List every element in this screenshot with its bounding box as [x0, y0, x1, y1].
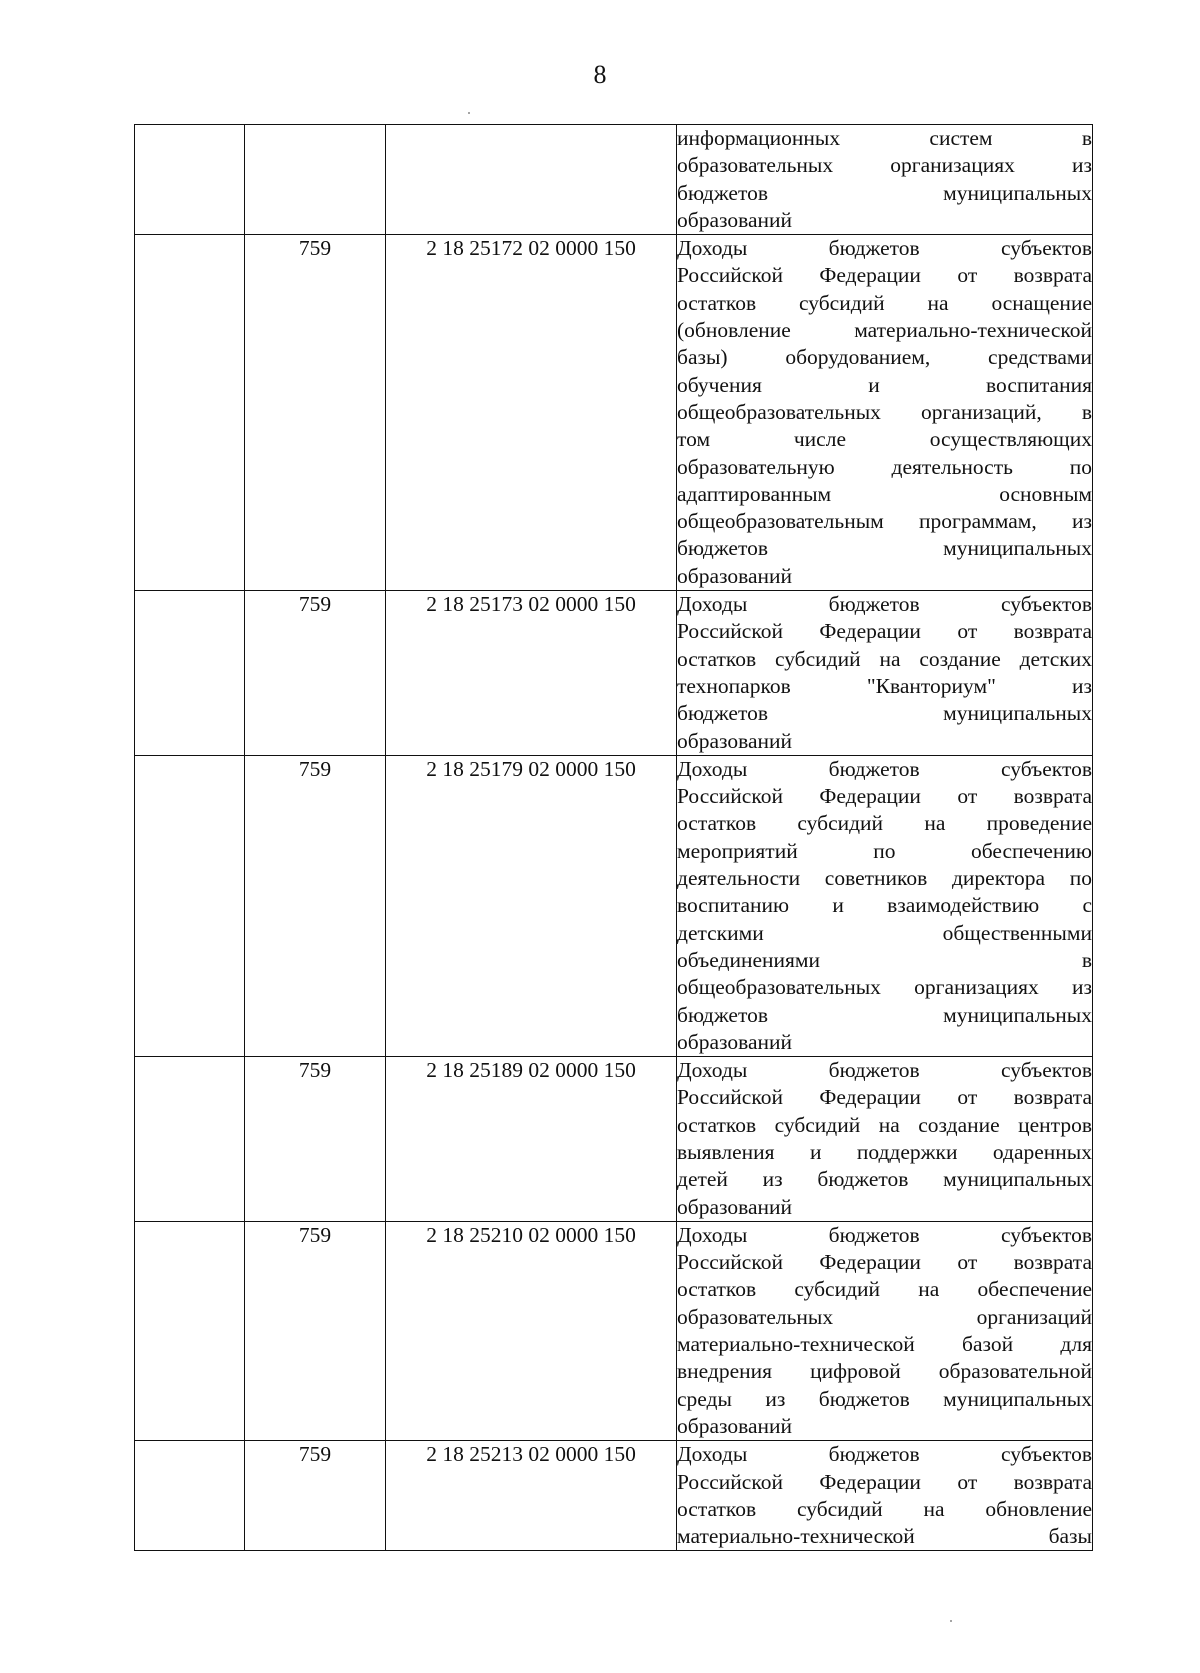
description-line: материально-технической базы	[677, 1524, 1092, 1549]
description-cell	[677, 755, 1093, 1056]
budget-code-cell: 2 18 25189 02 0000 150	[386, 1057, 677, 1222]
scan-speck	[468, 112, 470, 114]
description-line: бюджетов муниципальных	[677, 180, 1092, 205]
description-line: Доходы бюджетов субъектов	[677, 1222, 1092, 1247]
description-line: выявления и поддержки одаренных	[677, 1139, 1092, 1164]
description-line: образовательную деятельность по	[677, 454, 1092, 479]
description-line: Российской Федерации от возврата	[677, 1085, 1092, 1110]
description-line: (обновление материально-технической	[677, 318, 1092, 343]
table-row	[135, 755, 1093, 1056]
description-line: информационных систем в	[677, 126, 1092, 150]
budget-code-cell: 2 18 25179 02 0000 150	[386, 755, 677, 1056]
admin-code-cell: 759	[245, 755, 386, 1056]
description-line: Российской Федерации от возврата	[677, 1469, 1092, 1494]
description-line: остатков субсидий на проведение	[677, 811, 1092, 836]
description-cell	[677, 1441, 1093, 1551]
description-line: образовательных организаций	[677, 1304, 1092, 1329]
description-line: детей из бюджетов муниципальных	[677, 1167, 1092, 1192]
description-cell	[677, 125, 1093, 235]
empty-cell	[135, 125, 245, 235]
description-line: бюджетов муниципальных	[677, 701, 1092, 726]
description-line-last: образований	[677, 1029, 793, 1054]
admin-code-cell	[245, 125, 386, 235]
description-line: Доходы бюджетов субъектов	[677, 236, 1092, 261]
description-line: объединениями в	[677, 947, 1092, 972]
empty-cell	[135, 1057, 245, 1222]
description-cell	[677, 591, 1093, 756]
description-cell	[677, 1221, 1093, 1440]
description-cell	[677, 235, 1093, 591]
description-line: внедрения цифровой образовательной	[677, 1359, 1092, 1384]
description-line: Доходы бюджетов субъектов	[677, 592, 1092, 617]
page-number: 8	[593, 60, 607, 89]
table-row	[135, 591, 1093, 756]
description-line: образовательных организациях из	[677, 153, 1092, 178]
admin-code-cell: 759	[245, 1221, 386, 1440]
description-line: бюджетов муниципальных	[677, 1002, 1092, 1027]
description-line: материально-технической базой для	[677, 1332, 1092, 1357]
budget-code-cell: 2 18 25172 02 0000 150	[386, 235, 677, 591]
table-row	[135, 125, 1093, 235]
description-line: Доходы бюджетов субъектов	[677, 756, 1092, 781]
scan-speck	[950, 1620, 952, 1622]
empty-cell	[135, 591, 245, 756]
description-line: технопарков "Кванториум" из	[677, 673, 1092, 698]
description-line: мероприятий по обеспечению	[677, 838, 1092, 863]
admin-code-cell: 759	[245, 1441, 386, 1551]
description-line-last: образований	[677, 1194, 793, 1219]
empty-cell	[135, 1221, 245, 1440]
description-line: обучения и воспитания	[677, 372, 1092, 397]
description-line: среды из бюджетов муниципальных	[677, 1386, 1092, 1411]
description-line-last: образований	[677, 207, 793, 232]
description-line: Российской Федерации от возврата	[677, 263, 1092, 288]
description-line: остатков субсидий на создание детских	[677, 646, 1092, 671]
description-line: базы) оборудованием, средствами	[677, 345, 1092, 370]
description-line: остатков субсидий на создание центров	[677, 1112, 1092, 1137]
description-line: Российской Федерации от возврата	[677, 619, 1092, 644]
description-line: воспитанию и взаимодействию с	[677, 893, 1092, 918]
empty-cell	[135, 1441, 245, 1551]
description-line: Доходы бюджетов субъектов	[677, 1442, 1092, 1467]
description-line-last: образований	[677, 1413, 793, 1438]
budget-code-cell: 2 18 25173 02 0000 150	[386, 591, 677, 756]
description-cell	[677, 1057, 1093, 1222]
description-line: общеобразовательных организациях из	[677, 975, 1092, 1000]
description-line: бюджетов муниципальных	[677, 536, 1092, 561]
empty-cell	[135, 235, 245, 591]
description-line: остатков субсидий на оснащение	[677, 290, 1092, 315]
description-line: том числе осуществляющих	[677, 427, 1092, 452]
description-line: общеобразовательных организаций, в	[677, 399, 1092, 424]
empty-cell	[135, 755, 245, 1056]
description-line: Российской Федерации от возврата	[677, 784, 1092, 809]
description-line: детскими общественными	[677, 920, 1092, 945]
description-line: остатков субсидий на обеспечение	[677, 1277, 1092, 1302]
description-line: деятельности советников директора по	[677, 866, 1092, 891]
table-row	[135, 1057, 1093, 1222]
table-row	[135, 1221, 1093, 1440]
budget-code-cell	[386, 125, 677, 235]
budget-codes-table	[134, 124, 1093, 1551]
description-line: адаптированным основным	[677, 481, 1092, 506]
admin-code-cell: 759	[245, 235, 386, 591]
admin-code-cell: 759	[245, 591, 386, 756]
description-line: Российской Федерации от возврата	[677, 1250, 1092, 1275]
budget-code-cell: 2 18 25210 02 0000 150	[386, 1221, 677, 1440]
description-line: остатков субсидий на обновление	[677, 1496, 1092, 1521]
description-line-last: образований	[677, 563, 793, 588]
description-line: общеобразовательным программам, из	[677, 509, 1092, 534]
description-line-last: образований	[677, 728, 793, 753]
description-line: Доходы бюджетов субъектов	[677, 1058, 1092, 1083]
table-row	[135, 1441, 1093, 1551]
admin-code-cell: 759	[245, 1057, 386, 1222]
table-row	[135, 235, 1093, 591]
budget-code-cell: 2 18 25213 02 0000 150	[386, 1441, 677, 1551]
